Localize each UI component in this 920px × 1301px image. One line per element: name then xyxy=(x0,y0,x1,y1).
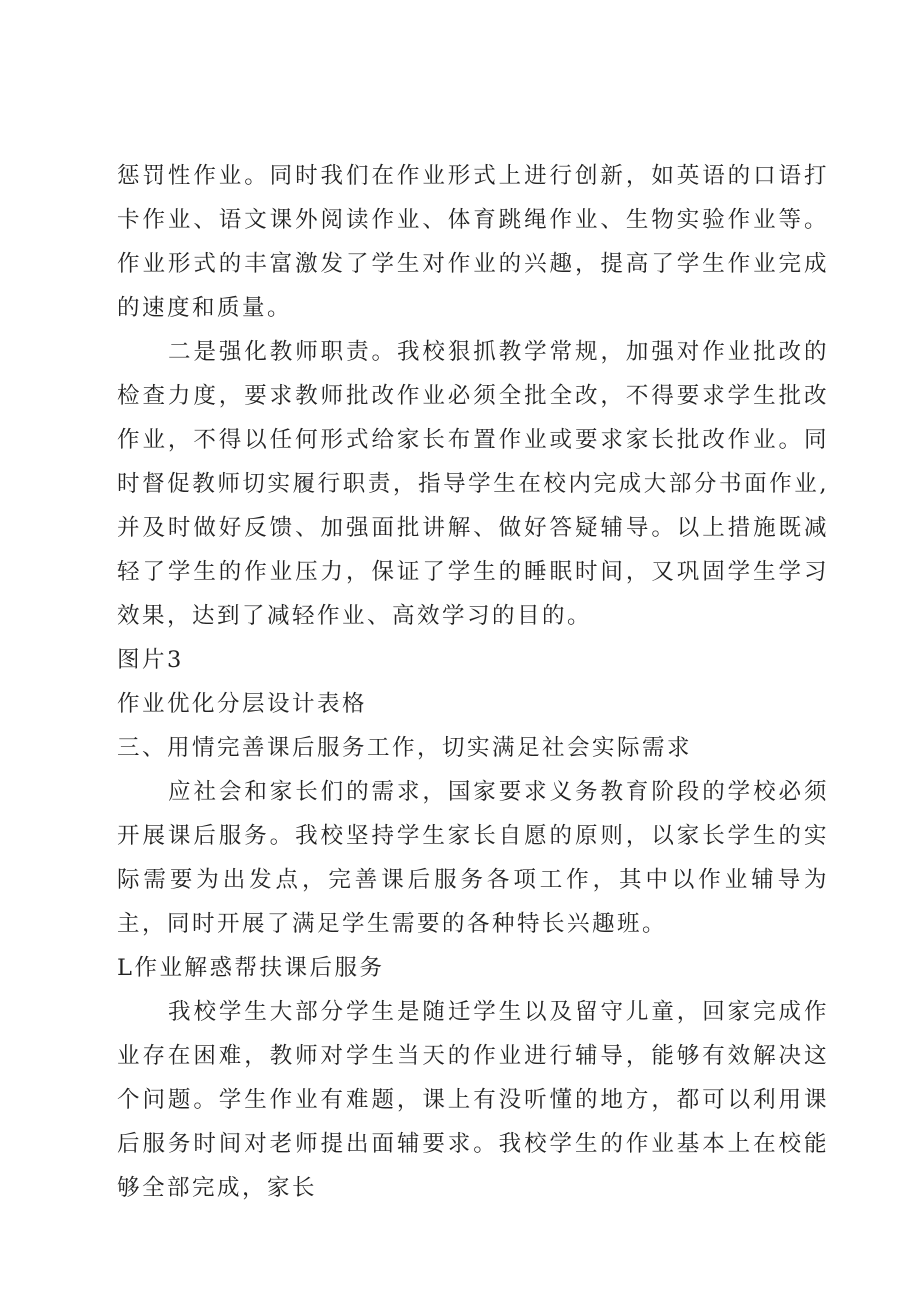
paragraph-after-school-service: 应社会和家长们的需求，国家要求义务教育阶段的学校必须开展课后服务。我校坚持学生家长自愿的原则，以家长学生的实际需要为出发点，完善课后服务各项工作，其中以作业辅导为主，同时开展了满足学生需要的各种特长兴趣班。 xyxy=(117,779,829,937)
table-caption: 作业优化分层设计表格 xyxy=(117,691,368,717)
figure-caption: 图片3 xyxy=(117,647,184,673)
paragraph-teacher-duties: 二是强化教师职责。我校狠抓教学常规，加强对作业批改的检查力度，要求教师批改作业必须全批全改，不得要求学生批改作业，不得以任何形式给家长布置作业或要求家长批改作业。同时督促教师切实履行职责，指导学生在校内完成大部分书面作业,并及时做好反馈、加强面批讲解、做好答疑辅导。以上措施既减轻了学生的作业压力，保证了学生的睡眠时间，又巩固学生学习效果，达到了减轻作业、高效学习的目的。 xyxy=(117,339,829,629)
document-body xyxy=(117,154,829,1210)
paragraph-homework-help: 我校学生大部分学生是随迁学生以及留守儿童，回家完成作业存在困难，教师对学生当天的作业进行辅导，能够有效解决这个问题。学生作业有难题，课上有没听懂的地方，都可以利用课后服务时间对老师提出面辅要求。我校学生的作业基本上在校能够全部完成，家长 xyxy=(117,999,829,1201)
subheading-homework-help: L作业解惑帮扶课后服务 xyxy=(117,955,385,981)
paragraph-continuation: 惩罚性作业。同时我们在作业形式上进行创新，如英语的口语打卡作业、语文课外阅读作业、体育跳绳作业、生物实验作业等。作业形式的丰富激发了学生对作业的兴趣，提高了学生作业完成的速度和质量。 xyxy=(117,163,829,321)
section-heading-after-school: 三、用情完善课后服务工作，切实满足社会实际需求 xyxy=(117,735,693,761)
